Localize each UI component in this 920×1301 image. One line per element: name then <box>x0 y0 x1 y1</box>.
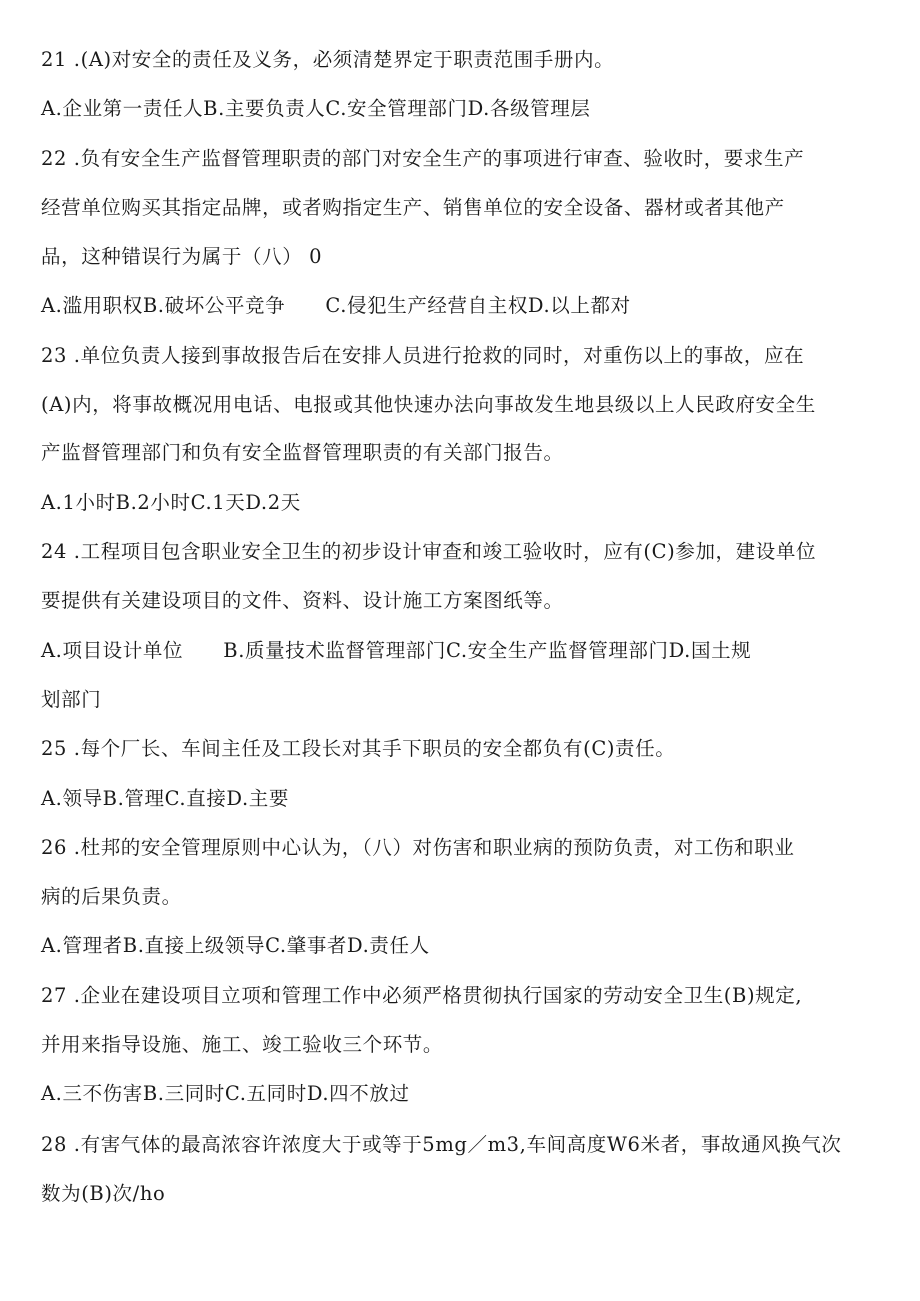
question-24-options: A.项目设计单位 B.质量技术监督管理部门C.安全生产监督管理部门D.国土规 <box>41 639 752 662</box>
question-23-options: A.1小时B.2小时C.1天D.2天 <box>41 491 301 514</box>
question-27-options: A.三不伤害B.三同时C.五同时D.四不放过 <box>41 1082 410 1105</box>
question-23-line-3: 产监督管理部门和负有安全监督管理职责的有关部门报告。 <box>41 441 564 464</box>
question-22-line-2: 经营单位购买其指定品牌，或者购指定生产、销售单位的安全设备、器材或者其他产 <box>41 196 785 219</box>
question-22-line-3: 品，这种错误行为属于（八） 0 <box>41 245 323 268</box>
question-28-line-2: 数为(B)次/ho <box>41 1182 166 1205</box>
question-25: 25 .每个厂长、车间主任及工段长对其手下职员的安全都负有(C)责任。 <box>41 737 676 760</box>
question-28: 28 .有害气体的最高浓容许浓度大于或等于5mg／m3,车间高度W6米者，事故通风换气次 <box>41 1133 842 1156</box>
question-26: 26 .杜邦的安全管理原则中心认为，（八）对伤害和职业病的预防负责，对工伤和职业 <box>41 836 795 859</box>
question-21-options: A.企业第一责任人B.主要负责人C.安全管理部门D.各级管理层 <box>41 97 591 120</box>
question-24-line-2: 要提供有关建设项目的文件、资料、设计施工方案图纸等。 <box>41 589 564 612</box>
question-22: 22 .负有安全生产监督管理职责的部门对安全生产的事项进行审查、验收时，要求生产 <box>41 147 805 170</box>
question-21: 21 .(A)对安全的责任及义务，必须清楚界定于职责范围手册内。 <box>41 48 615 71</box>
question-24-options-line-2: 划部门 <box>41 688 102 711</box>
question-24: 24 .工程项目包含职业安全卫生的初步设计审查和竣工验收时，应有(C)参加，建设单位 <box>41 540 817 563</box>
question-26-line-2: 病的后果负责。 <box>41 885 182 908</box>
question-23: 23 .单位负责人接到事故报告后在安排人员进行抢救的同时，对重伤以上的事故，应在 <box>41 344 805 367</box>
question-27-line-2: 并用来指导设施、施工、竣工验收三个环节。 <box>41 1033 444 1056</box>
question-27: 27 .企业在建设项目立项和管理工作中必须严格贯彻执行国家的劳动安全卫生(B)规定, <box>41 984 803 1007</box>
question-26-options: A.管理者B.直接上级领导C.肇事者D.责任人 <box>41 934 430 957</box>
question-25-options: A.领导B.管理C.直接D.主要 <box>41 787 289 810</box>
question-22-options: A.滥用职权B.破坏公平竞争 C.侵犯生产经营自主权D.以上都对 <box>41 294 631 317</box>
question-23-line-2: (A)内，将事故概况用电话、电报或其他快速办法向事故发生地县级以上人民政府安全生 <box>41 393 816 416</box>
